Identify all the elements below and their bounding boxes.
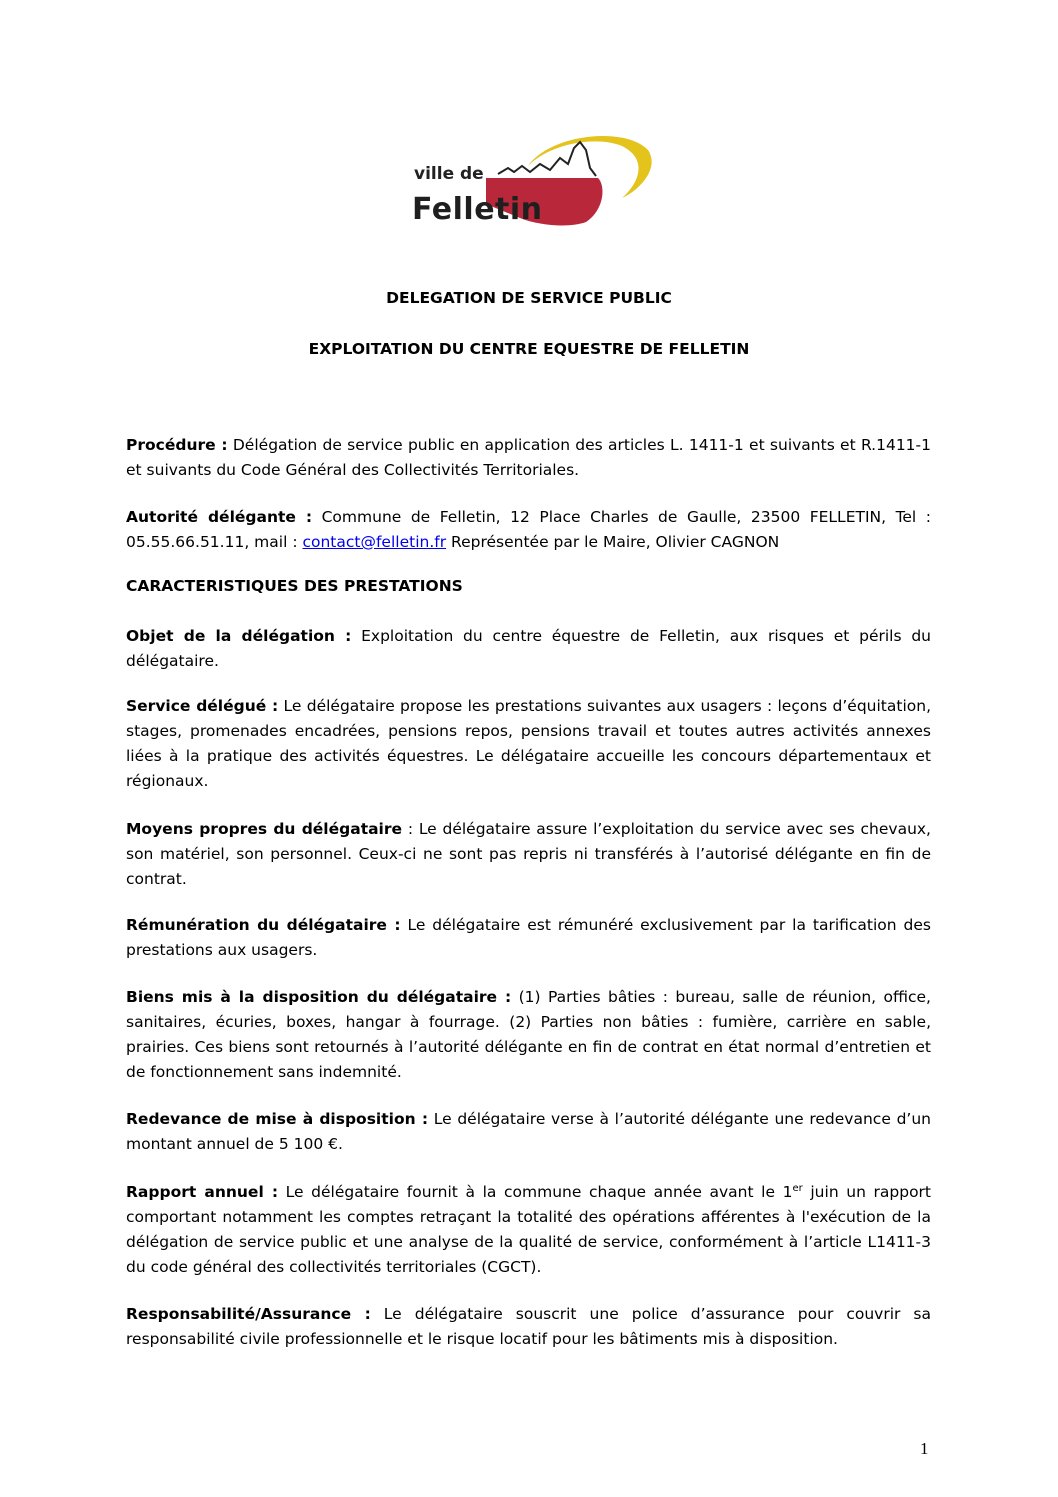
logo-text-small: ville de [414,164,484,184]
service-text: Le délégataire propose les prestations suivantes aux usagers : leçons d’équitation, stages, promenades encadrées, pensions repos, pensions travail et toutes autres activités annexes liées à la pratique des activités équestres. Le délégataire accueille les concours départementaux et régionaux. [126,697,931,790]
page-number: 1 [920,1439,929,1458]
procedure-text: Délégation de service public en application des articles L. 1411-1 et suivants et R.1411-1 et suivants du Code Général des Collectivités Territoriales. [126,436,931,479]
redevance-paragraph [126,1107,931,1157]
document-title: DELEGATION DE SERVICE PUBLIC [386,289,672,307]
procedure-label: Procédure : [126,436,228,454]
objet-paragraph [126,624,931,674]
biens-paragraph [126,985,931,1085]
biens-text: (1) Parties bâties : bureau, salle de réunion, office, sanitaires, écuries, boxes, hangar à fourrage. (2) Parties non bâties : fumière, carrière en sable, prairies. Ces biens sont retournés à l’autorité délégante en fin de contrat en état normal d’entretien et de fonctionnement sans indemnité. [126,988,931,1081]
service-paragraph [126,694,931,794]
email-link[interactable]: contact@felletin.fr [302,533,447,551]
remuneration-paragraph [126,913,931,963]
rapport-paragraph [126,1180,931,1280]
remuneration-text: Le délégataire est rémunéré exclusivement par la tarification des prestations aux usagers. [126,916,931,959]
responsabilite-text: Le délégataire souscrit une police d’assurance pour couvrir sa responsabilité civile professionnelle et le risque locatif pour les bâtiments mis à disposition. [126,1305,932,1348]
responsabilite-label: Responsabilité/Assurance : [126,1305,371,1323]
redevance-text: Le délégataire verse à l’autorité délégante une redevance d’un montant annuel de 5 100 €. [126,1110,931,1153]
autorite-label: Autorité délégante : [126,508,313,526]
felletin-logo [410,128,660,236]
section-heading: CARACTERISTIQUES DES PRESTATIONS [126,577,463,595]
objet-text: Exploitation du centre équestre de Felletin, aux risques et périls du délégataire. [126,627,931,670]
rapport-superscript: er [792,1182,803,1194]
procedure-paragraph [126,433,931,483]
service-label: Service délégué : [126,697,279,715]
moyens-label: Moyens propres du délégataire [126,820,403,838]
objet-label: Objet de la délégation : [126,627,352,645]
autorite-paragraph [126,505,931,555]
responsabilite-paragraph [126,1302,931,1352]
moyens-text: : Le délégataire assure l’exploitation du service avec ses chevaux, son matériel, son personnel. Ceux-ci ne sont pas repris ni transférés à l’autorisé délégante en fin de contrat. [126,820,931,888]
logo-text-big: Felletin [412,192,543,227]
redevance-label: Redevance de mise à disposition : [126,1110,429,1128]
autorite-text: Commune de Felletin, 12 Place Charles de Gaulle, 23500 FELLETIN, Tel : 05.55.66.51.11, mail : [126,508,931,551]
rapport-label: Rapport annuel : [126,1183,279,1201]
document-subtitle: EXPLOITATION DU CENTRE EQUESTRE DE FELLETIN [308,340,750,358]
moyens-paragraph [126,817,931,892]
rapport-text: Le délégataire fournit à la commune chaque année avant le 1 [278,1183,793,1201]
remuneration-label: Rémunération du délégataire : [126,916,401,934]
rapport-text-after: juin un rapport comportant notamment les comptes retraçant la totalité des opérations afférentes à l'exécution de la délégation de service public et une analyse de la qualité de service, conformément à l’article L1411-3 du code général des collectivités territoriales (CGCT). [126,1183,931,1276]
autorite-text-after: Représentée par le Maire, Olivier CAGNON [446,533,780,551]
biens-label: Biens mis à la disposition du délégataire : [126,988,512,1006]
